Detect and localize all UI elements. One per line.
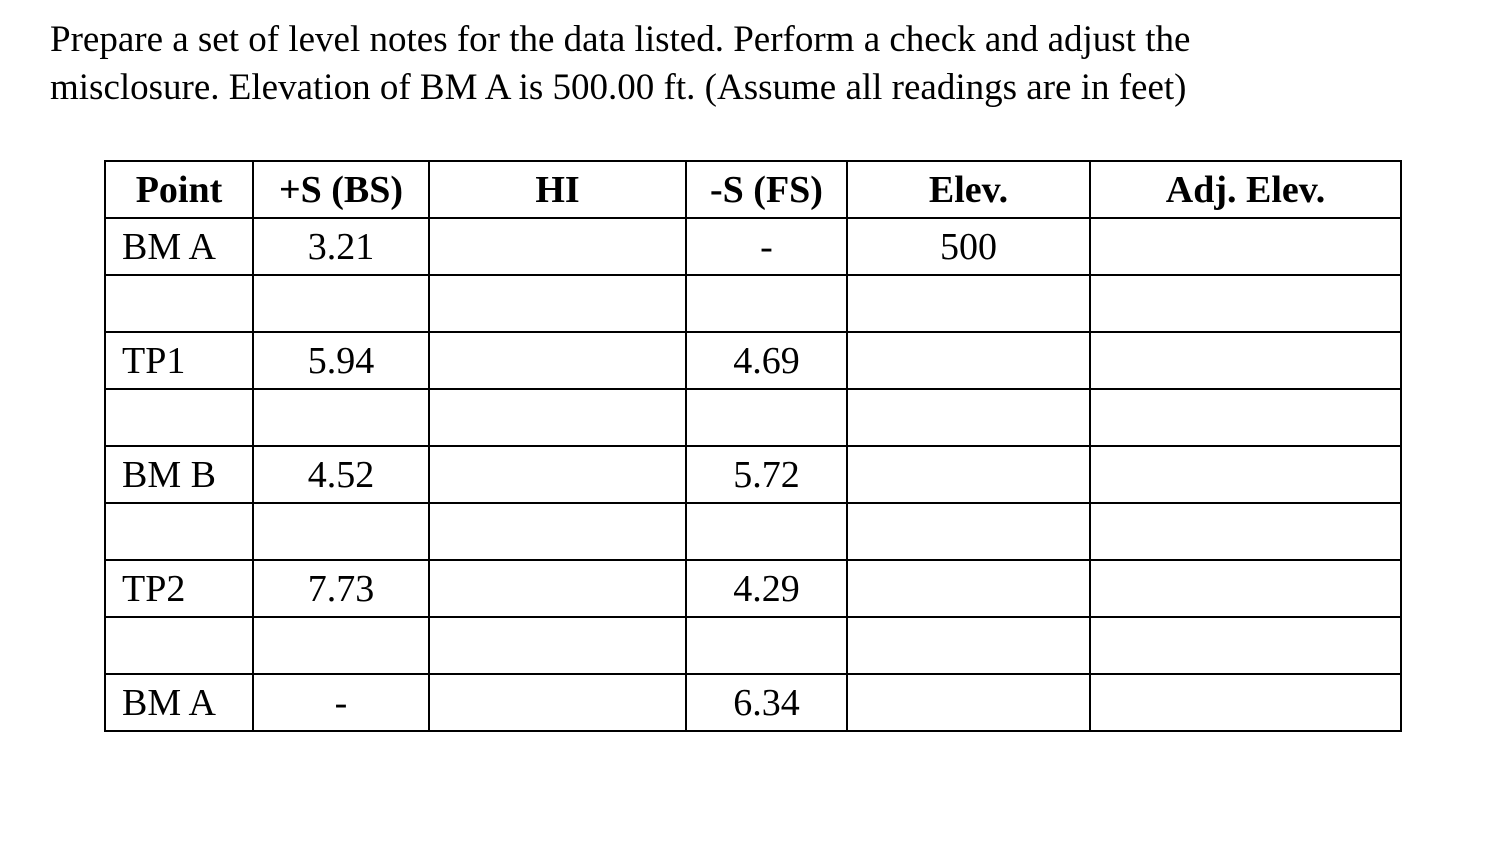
cell-elev: [847, 389, 1090, 446]
cell-foresight: 4.29: [686, 560, 847, 617]
level-notes-table: [104, 160, 1402, 732]
cell-point: [105, 275, 253, 332]
cell-backsight: 3.21: [253, 218, 429, 275]
cell-point: BM A: [105, 218, 253, 275]
cell-elev: 500: [847, 218, 1090, 275]
table-row: [105, 674, 1401, 731]
cell-adj-elev: [1090, 560, 1401, 617]
problem-line-2: misclosure. Elevation of BM A is 500.00 ft. (Assume all readings are in feet): [50, 67, 1187, 108]
cell-elev: [847, 275, 1090, 332]
header-foresight: -S (FS): [686, 161, 847, 218]
header-hi: HI: [429, 161, 686, 218]
cell-point: BM A: [105, 674, 253, 731]
cell-backsight: [253, 617, 429, 674]
cell-hi: [429, 275, 686, 332]
cell-adj-elev: [1090, 332, 1401, 389]
cell-backsight: 5.94: [253, 332, 429, 389]
cell-elev: [847, 617, 1090, 674]
cell-foresight: [686, 389, 847, 446]
table-row: [105, 332, 1401, 389]
cell-backsight: -: [253, 674, 429, 731]
cell-elev: [847, 503, 1090, 560]
header-adj-elev: Adj. Elev.: [1090, 161, 1401, 218]
cell-elev: [847, 674, 1090, 731]
cell-adj-elev: [1090, 446, 1401, 503]
cell-hi: [429, 674, 686, 731]
cell-foresight: 5.72: [686, 446, 847, 503]
cell-adj-elev: [1090, 275, 1401, 332]
cell-foresight: [686, 275, 847, 332]
table-row: [105, 503, 1401, 560]
cell-point: TP2: [105, 560, 253, 617]
table-row: [105, 617, 1401, 674]
cell-elev: [847, 560, 1090, 617]
table-row: [105, 218, 1401, 275]
cell-backsight: 4.52: [253, 446, 429, 503]
cell-foresight: -: [686, 218, 847, 275]
header-point: Point: [105, 161, 253, 218]
cell-point: BM B: [105, 446, 253, 503]
header-elev: Elev.: [847, 161, 1090, 218]
cell-point: [105, 503, 253, 560]
cell-adj-elev: [1090, 503, 1401, 560]
cell-point: [105, 617, 253, 674]
cell-elev: [847, 446, 1090, 503]
cell-backsight: 7.73: [253, 560, 429, 617]
cell-backsight: [253, 275, 429, 332]
cell-hi: [429, 332, 686, 389]
cell-adj-elev: [1090, 389, 1401, 446]
cell-foresight: 4.69: [686, 332, 847, 389]
cell-backsight: [253, 503, 429, 560]
cell-hi: [429, 617, 686, 674]
cell-elev: [847, 332, 1090, 389]
cell-hi: [429, 218, 686, 275]
problem-statement: [50, 16, 1455, 112]
cell-adj-elev: [1090, 617, 1401, 674]
table-row: [105, 275, 1401, 332]
cell-point: TP1: [105, 332, 253, 389]
cell-foresight: 6.34: [686, 674, 847, 731]
table-row: [105, 560, 1401, 617]
problem-line-1: Prepare a set of level notes for the data listed. Perform a check and adjust the: [50, 19, 1191, 60]
cell-hi: [429, 503, 686, 560]
header-backsight: +S (BS): [253, 161, 429, 218]
table-row: [105, 446, 1401, 503]
cell-hi: [429, 446, 686, 503]
cell-backsight: [253, 389, 429, 446]
header-row: [105, 161, 1401, 218]
cell-hi: [429, 560, 686, 617]
cell-foresight: [686, 617, 847, 674]
table-row: [105, 389, 1401, 446]
cell-adj-elev: [1090, 674, 1401, 731]
cell-foresight: [686, 503, 847, 560]
cell-adj-elev: [1090, 218, 1401, 275]
cell-point: [105, 389, 253, 446]
cell-hi: [429, 389, 686, 446]
